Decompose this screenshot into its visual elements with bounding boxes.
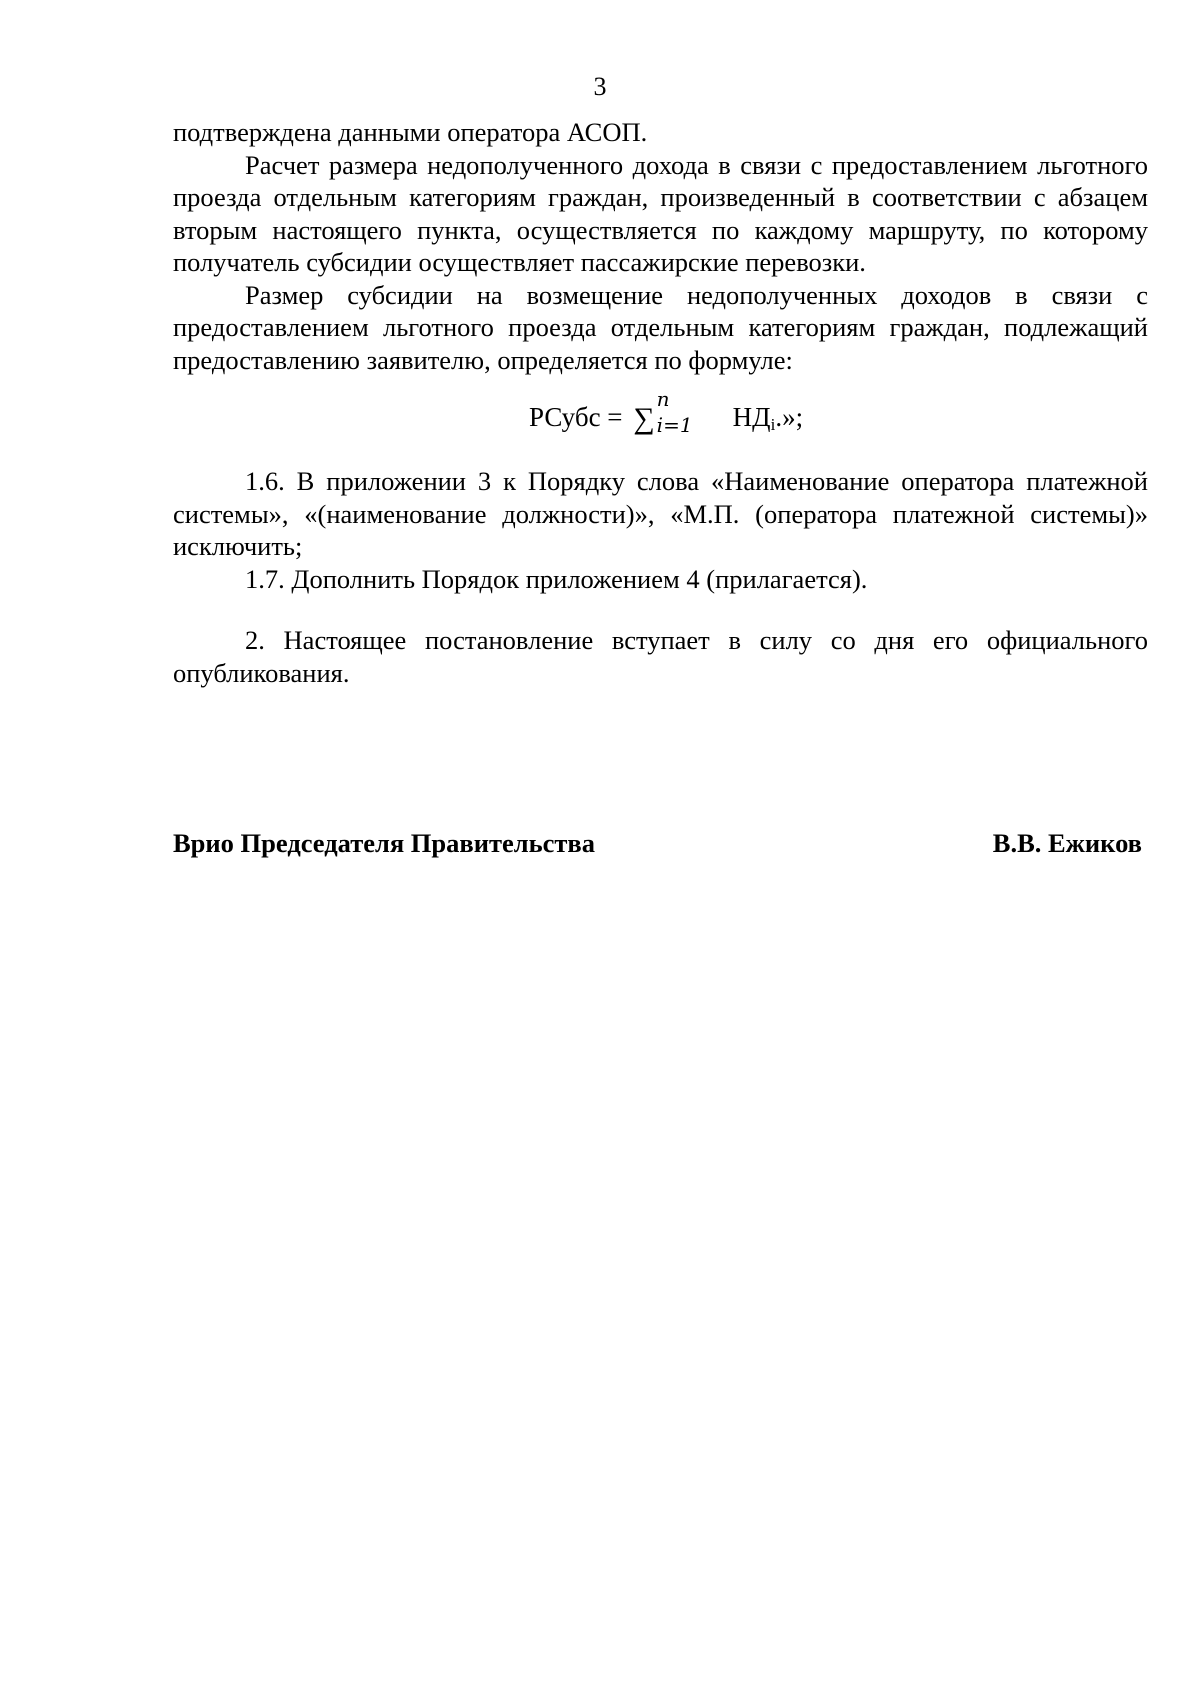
sum-symbol: ∑ — [633, 402, 655, 435]
paragraph-item-1-6: 1.6. В приложении 3 к Порядку слова «Наименование оператора платежной системы», «(наименование должности)», «М.П. (оператора платежной системы)» исключить; — [173, 466, 1148, 561]
subsidy-formula — [173, 387, 1148, 441]
paragraph-item-2: 2. Настоящее постановление вступает в силу со дня его официального опубликования. — [173, 625, 1148, 688]
sum-lower-limit: i=1 — [656, 413, 693, 437]
spacer — [173, 595, 1148, 624]
paragraph-item-1-7: 1.7. Дополнить Порядок приложением 4 (прилагается). — [245, 563, 868, 594]
sum-upper-limit: n — [656, 387, 670, 411]
sum-limits — [655, 387, 733, 437]
signatory-position: Врио Председателя Правительства — [173, 828, 595, 858]
formula-term: НД — [732, 402, 771, 432]
signatory-name: В.В. Ежиков — [992, 828, 1142, 858]
formula-expression — [529, 387, 804, 445]
paragraph-subsidy-size: Размер субсидии на возмещение недополученных доходов в связи с предоставлением льготного проезда отдельным категориям граждан, подлежащий предоставлению заявителю, определяется по формуле: — [173, 279, 1148, 375]
formula-tail: .»; — [775, 402, 804, 432]
paragraph-calculation: Расчет размера недополученного дохода в связи с предоставлением льготного проезда отдельным категориям граждан, произведенный в соответствии с абзацем вторым настоящего пункта, осуществляется по каждому маршруту, по которому получатель субсидии осуществляет пассажирские перевозки. — [173, 149, 1148, 277]
formula-lhs: РСубс = — [529, 402, 623, 432]
paragraph-continuation: подтверждена данными оператора АСОП. — [173, 117, 648, 147]
page-number: 3 — [593, 72, 607, 101]
document-body — [173, 116, 1148, 689]
formula-subscript: i — [770, 415, 776, 434]
